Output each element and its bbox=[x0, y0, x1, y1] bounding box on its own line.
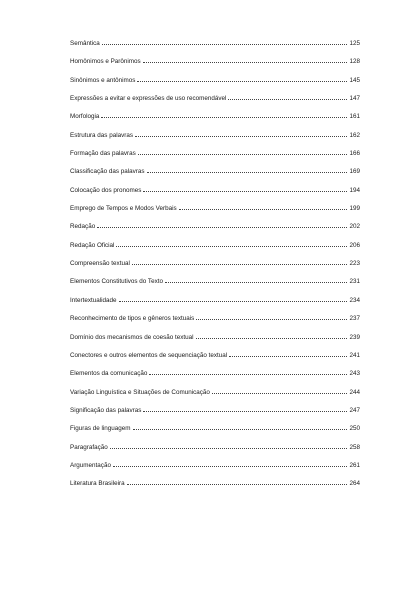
dot-leader bbox=[143, 191, 347, 192]
toc-entry-title: Elementos Constitutivos do Texto bbox=[70, 278, 163, 286]
toc-entry-title: Figuras de linguagem bbox=[70, 425, 131, 433]
toc-entry-page-number: 162 bbox=[349, 131, 360, 139]
dot-leader bbox=[133, 429, 348, 430]
dot-leader bbox=[149, 374, 347, 375]
toc-entry[interactable] bbox=[70, 315, 360, 333]
toc-entry-title: Homônimos e Parônimos bbox=[70, 58, 141, 66]
toc-entry[interactable] bbox=[70, 278, 360, 296]
toc-entry-page-number: 199 bbox=[349, 205, 360, 213]
dot-leader bbox=[179, 209, 348, 210]
toc-entry[interactable] bbox=[70, 205, 360, 223]
dot-leader bbox=[138, 154, 348, 155]
toc-entry-title: Classificação das palavras bbox=[70, 168, 145, 176]
toc-entry[interactable] bbox=[70, 132, 360, 150]
dot-leader bbox=[143, 62, 348, 63]
toc-entry[interactable] bbox=[70, 480, 360, 498]
toc-entry-title: Compreensão textual bbox=[70, 260, 130, 268]
toc-entry-page-number: 239 bbox=[349, 333, 360, 341]
dot-leader bbox=[102, 44, 348, 45]
toc-entry-page-number: 223 bbox=[349, 260, 360, 268]
toc-entry-title: Reconhecimento de tipos e gêneros textuais bbox=[70, 315, 195, 323]
toc-entry-title: Intertextualidade bbox=[70, 296, 117, 304]
toc-entry[interactable] bbox=[70, 58, 360, 76]
dot-leader bbox=[113, 466, 348, 467]
toc-entry-page-number: 125 bbox=[349, 40, 360, 47]
dot-leader bbox=[127, 484, 348, 485]
toc-entry-page-number: 258 bbox=[349, 443, 360, 451]
toc-entry-page-number: 161 bbox=[349, 113, 360, 121]
table-of-contents bbox=[70, 40, 360, 499]
toc-entry-page-number: 244 bbox=[349, 388, 360, 396]
toc-entry-page-number: 145 bbox=[349, 76, 360, 84]
dot-leader bbox=[228, 99, 347, 100]
toc-entry-title: Literatura Brasileira bbox=[70, 480, 125, 488]
dot-leader bbox=[119, 301, 348, 302]
toc-entry-title: Morfologia bbox=[70, 113, 100, 121]
toc-entry-page-number: 243 bbox=[349, 370, 360, 378]
toc-entry-title: Redação bbox=[70, 223, 96, 231]
toc-entry-title: Variação Linguística e Situações de Comunicação bbox=[70, 388, 210, 396]
toc-entry[interactable] bbox=[70, 95, 360, 113]
toc-entry-title: Estrutura das palavras bbox=[70, 131, 133, 139]
toc-entry[interactable] bbox=[70, 150, 360, 168]
toc-entry-page-number: 194 bbox=[349, 186, 360, 194]
dot-leader bbox=[143, 411, 347, 412]
dot-leader bbox=[97, 227, 347, 228]
toc-entry-title: Significação das palavras bbox=[70, 406, 142, 414]
toc-entry[interactable] bbox=[70, 187, 360, 205]
toc-entry[interactable] bbox=[70, 40, 360, 58]
toc-entry[interactable] bbox=[70, 462, 360, 480]
toc-entry-title: Conectores e outros elementos de sequenciação textual bbox=[70, 351, 228, 359]
dot-leader bbox=[229, 356, 347, 357]
toc-entry[interactable] bbox=[70, 370, 360, 388]
dot-leader bbox=[196, 338, 348, 339]
toc-entry-page-number: 147 bbox=[349, 95, 360, 103]
toc-entry-title: Redação Oficial bbox=[70, 241, 115, 249]
toc-entry-page-number: 241 bbox=[349, 351, 360, 359]
toc-entry-page-number: 231 bbox=[349, 278, 360, 286]
toc-entry-page-number: 202 bbox=[349, 223, 360, 231]
toc-entry-title: Sinônimos e antônimos bbox=[70, 76, 136, 84]
dot-leader bbox=[132, 264, 348, 265]
toc-entry[interactable] bbox=[70, 407, 360, 425]
toc-entry[interactable] bbox=[70, 297, 360, 315]
dot-leader bbox=[116, 246, 347, 247]
toc-entry-title: Paragrafação bbox=[70, 443, 108, 451]
dot-leader bbox=[110, 448, 348, 449]
dot-leader bbox=[165, 282, 347, 283]
dot-leader bbox=[135, 136, 347, 137]
toc-entry[interactable] bbox=[70, 389, 360, 407]
toc-entry-page-number: 237 bbox=[349, 315, 360, 323]
toc-entry-page-number: 264 bbox=[349, 480, 360, 488]
dot-leader bbox=[101, 117, 347, 118]
dot-leader bbox=[137, 81, 347, 82]
toc-entry[interactable] bbox=[70, 260, 360, 278]
toc-entry-page-number: 234 bbox=[349, 296, 360, 304]
toc-entry-title: Emprego de Tempos e Modos Verbais bbox=[70, 205, 177, 213]
toc-entry-page-number: 206 bbox=[349, 241, 360, 249]
toc-entry[interactable] bbox=[70, 168, 360, 186]
dot-leader bbox=[196, 319, 347, 320]
toc-entry-title: Domínio dos mecanismos de coesão textual bbox=[70, 333, 194, 341]
toc-entry-title: Semântica bbox=[70, 40, 100, 47]
toc-entry-page-number: 166 bbox=[349, 150, 360, 158]
toc-entry[interactable] bbox=[70, 113, 360, 131]
toc-entry-title: Colocação dos pronomes bbox=[70, 186, 142, 194]
toc-entry-page-number: 247 bbox=[349, 406, 360, 414]
toc-entry[interactable] bbox=[70, 425, 360, 443]
dot-leader bbox=[147, 172, 348, 173]
toc-entry-page-number: 261 bbox=[349, 461, 360, 469]
toc-entry[interactable] bbox=[70, 223, 360, 241]
toc-entry-title: Expressões a evitar e expressões de uso recomendável bbox=[70, 95, 227, 103]
dot-leader bbox=[212, 393, 348, 394]
toc-entry-title: Elementos da comunicação bbox=[70, 370, 148, 378]
toc-entry-page-number: 169 bbox=[349, 168, 360, 176]
toc-entry-page-number: 128 bbox=[349, 58, 360, 66]
toc-entry[interactable] bbox=[70, 352, 360, 370]
toc-entry[interactable] bbox=[70, 444, 360, 462]
toc-entry[interactable] bbox=[70, 334, 360, 352]
toc-entry-page-number: 250 bbox=[349, 425, 360, 433]
toc-entry-title: Formação das palavras bbox=[70, 150, 136, 158]
toc-entry[interactable] bbox=[70, 77, 360, 95]
toc-entry[interactable] bbox=[70, 242, 360, 260]
toc-entry-title: Argumentação bbox=[70, 461, 111, 469]
